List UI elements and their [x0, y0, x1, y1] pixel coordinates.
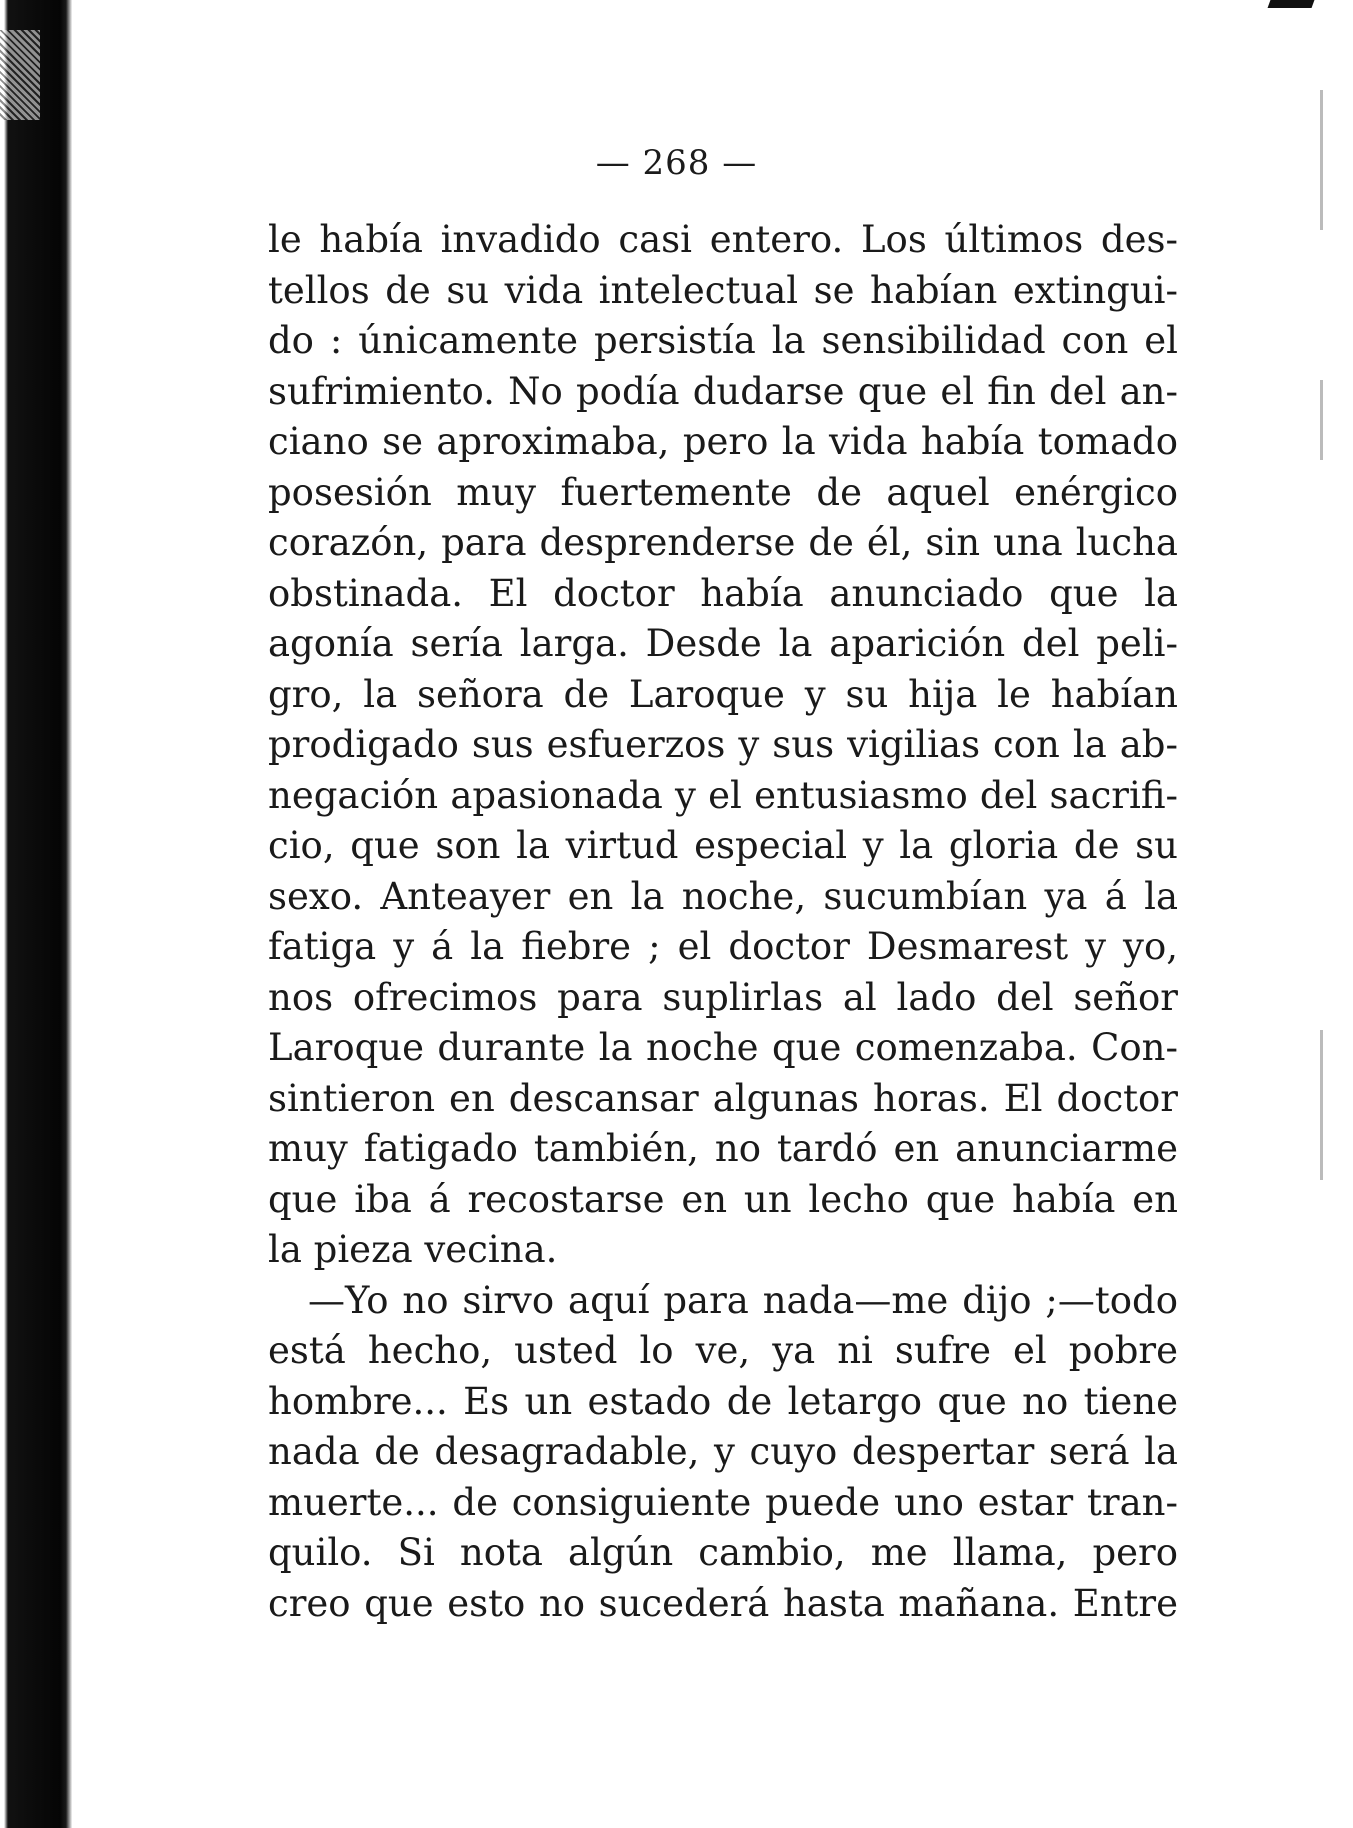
page-number: — 268 —: [595, 143, 758, 183]
paragraph: [268, 1276, 1178, 1630]
text-line: Laroque durante la noche que comenzaba. Con-: [268, 1026, 1178, 1069]
text-line: prodigado sus esfuerzos y sus vigilias con la ab-: [268, 723, 1178, 766]
text-line: agonía sería larga. Desde la aparición del peli-: [268, 622, 1178, 665]
text-line: sintieron en descansar algunas horas. El doctor: [268, 1076, 1178, 1120]
text-line: hombre... Es un estado de letargo que no tiene: [268, 1379, 1178, 1423]
text-line: tellos de su vida intelectual se habían extingui-: [268, 268, 1178, 312]
text-line: —Yo no sirvo aquí para nada—me dijo ;—todo: [308, 1278, 1178, 1322]
book-binding-edge: [0, 0, 72, 1828]
text-line: le había invadido casi entero. Los últimos des-: [268, 218, 1178, 261]
text-line: sufrimiento. No podía dudarse que el fin del an-: [268, 369, 1178, 413]
text-line: obstinada. El doctor había anunciado que la: [268, 571, 1178, 615]
text-line: gro, la señora de Laroque y su hija le habían: [268, 672, 1178, 716]
text-line: quilo. Si nota algún cambio, me llama, pero: [268, 1531, 1178, 1574]
text-line: muy fatigado también, no tardó en anunciarme: [268, 1127, 1178, 1170]
body-text: [268, 215, 1178, 1629]
page-edge-speck: [1320, 1030, 1323, 1180]
paragraph: [268, 215, 1178, 1276]
corner-ink-mark: [1268, 0, 1315, 8]
text-line: nos ofrecimos para suplirlas al lado del señor: [268, 975, 1178, 1019]
text-line: ciano se aproximaba, pero la vida había tomado: [268, 420, 1178, 463]
text-line: fatiga y á la fiebre ; el doctor Desmarest y yo,: [268, 925, 1178, 968]
text-line: negación apasionada y el entusiasmo del sacrifi-: [268, 773, 1178, 817]
text-line: está hecho, usted lo ve, ya ni sufre el pobre: [268, 1329, 1178, 1372]
page-edge-speck: [1320, 380, 1323, 460]
text-line: sexo. Anteayer en la noche, sucumbían ya á la: [268, 874, 1178, 918]
text-line: la pieza vecina.: [268, 1228, 558, 1271]
text-line: creo que esto no sucederá hasta mañana. Entre: [268, 1581, 1178, 1625]
binding-wear-mark: [0, 30, 40, 120]
text-line: muerte... de consiguiente puede uno estar tran-: [268, 1480, 1178, 1524]
text-line: nada de desagradable, y cuyo despertar será la: [268, 1430, 1178, 1473]
text-line: posesión muy fuertemente de aquel enérgico: [268, 470, 1178, 514]
text-line: cio, que son la virtud especial y la gloria de su: [268, 824, 1178, 867]
text-line: que iba á recostarse en un lecho que había en: [268, 1177, 1178, 1221]
text-line: do : únicamente persistía la sensibilidad con el: [268, 319, 1178, 362]
text-line: corazón, para desprenderse de él, sin una lucha: [268, 521, 1178, 564]
